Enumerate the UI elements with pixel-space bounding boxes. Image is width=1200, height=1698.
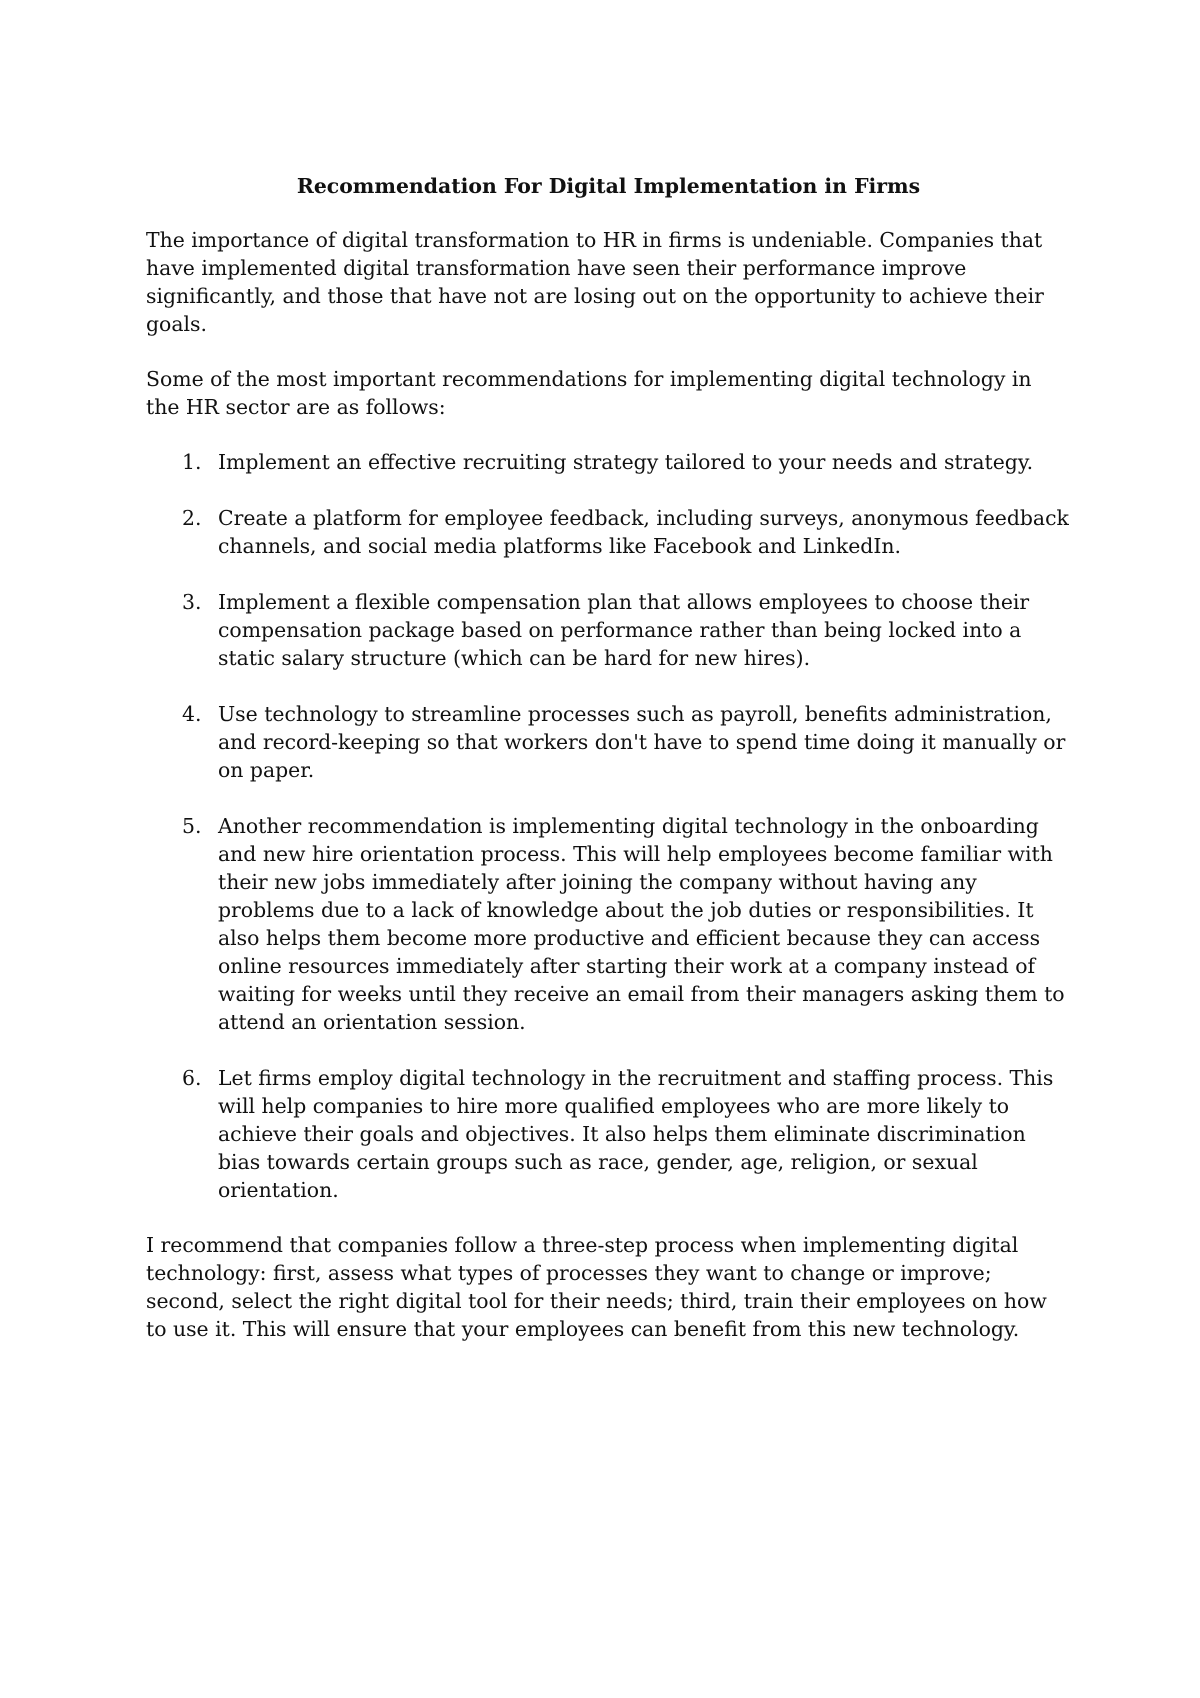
list-item: [146, 448, 1071, 476]
list-item: [146, 1064, 1071, 1204]
list-item-number: 2.: [182, 506, 202, 530]
list-item-number: 3.: [182, 590, 202, 614]
list-item-text: Use technology to streamline processes such as payroll, benefits administration, and record-keeping so that workers don't have to spend time doing it manually or on paper.: [218, 702, 1066, 782]
list-item-number: 1.: [182, 450, 202, 474]
list-item: [146, 504, 1071, 560]
list-item: [146, 588, 1071, 672]
list-item-number: 6.: [182, 1066, 202, 1090]
document-body: [146, 172, 1071, 1370]
list-item: [146, 812, 1071, 1036]
list-item-number: 4.: [182, 702, 202, 726]
list-item-text: Create a platform for employee feedback, including surveys, anonymous feedback channels, and social media platforms like Facebook and LinkedIn.: [218, 506, 1069, 558]
document-title: Recommendation For Digital Implementation in Firms: [296, 174, 921, 198]
list-item-text: Let firms employ digital technology in the recruitment and staffing process. This will help companies to hire more qualified employees who are more likely to achieve their goals and objectives. It also helps them eliminate discrimination bias towards certain groups such as race, gender, age, religion, or sexual orientation.: [218, 1066, 1054, 1202]
list-item-text: Another recommendation is implementing digital technology in the onboarding and new hire orientation process. This will help employees become familiar with their new jobs immediately after joining the company without having any problems due to a lack of knowledge about the job duties or responsibilities. It also helps them become more productive and efficient because they can access online resources immediately after starting their work at a company instead of waiting for weeks until they receive an email from their managers asking them to attend an orientation session.: [218, 814, 1065, 1034]
list-item-text: Implement a flexible compensation plan that allows employees to choose their compensation package based on performance rather than being locked into a static salary structure (which can be hard for new hires).: [218, 590, 1030, 670]
list-item-text: Implement an effective recruiting strategy tailored to your needs and strategy.: [218, 450, 1034, 474]
closing-paragraph: I recommend that companies follow a three-step process when implementing digital technology: first, assess what types of processes they want to change or improve; second, select the right digital tool for their needs; third, train their employees on how to use it. This will ensure that your employees can benefit from this new technology.: [146, 1233, 1047, 1341]
list-item: [146, 700, 1071, 784]
lead-paragraph: Some of the most important recommendations for implementing digital technology in the HR sector are as follows:: [146, 367, 1032, 419]
recommendation-list: [146, 448, 1071, 1204]
list-item-number: 5.: [182, 814, 202, 838]
intro-paragraph: The importance of digital transformation to HR in firms is undeniable. Companies that have implemented digital transformation have seen their performance improve significantly, and those that have not are losing out on the opportunity to achieve their goals.: [146, 228, 1044, 336]
